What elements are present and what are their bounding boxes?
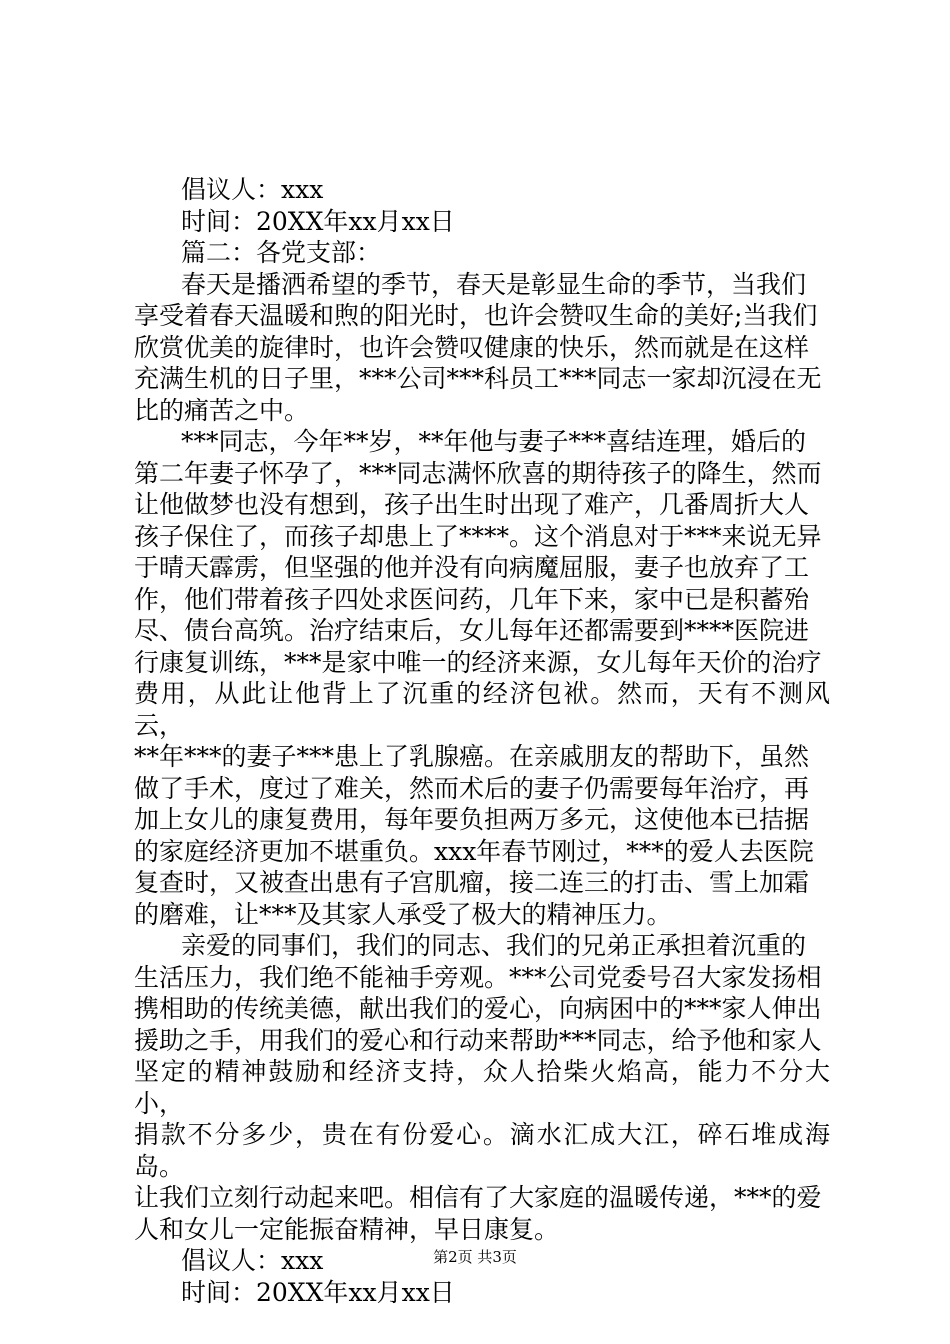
paragraph-2 bbox=[134, 426, 830, 930]
closing-date-line: 时间：20XX年xx月xx日 bbox=[181, 1277, 455, 1307]
paragraph-line: ***同志，今年**岁，**年他与妻子***喜结连理，婚后的 bbox=[181, 427, 807, 456]
paragraph-line: 孩子保住了，而孩子却患上了****。这个消息对于***来说无异 bbox=[134, 521, 822, 551]
paragraph-line: 享受着春天温暖和煦的阳光时，也许会赞叹生命的美好;当我们 bbox=[134, 301, 818, 330]
initiator-line: 倡议人：xxx bbox=[181, 175, 324, 204]
closing-initiator-line: 倡议人：xxx bbox=[181, 1246, 324, 1275]
paragraph-line: 亲爱的同事们，我们的同志、我们的兄弟正承担着沉重的 bbox=[181, 931, 807, 960]
paragraph-line: 复查时，又被查出患有子宫肌瘤，接二连三的打击、雪上加霜 bbox=[134, 868, 810, 897]
paragraph-line: 春天是播洒希望的季节，春天是彰显生命的季节，当我们 bbox=[181, 269, 807, 299]
paragraph-line: 捐款不分多少，贵在有份爱心。滴水汇成大江，碎石堆成海岛。 bbox=[134, 1120, 830, 1181]
paragraph-line: 的家庭经济更加不堪重负。xxx年春节刚过，***的爱人去医院 bbox=[134, 836, 814, 866]
paragraph-line: 费用，从此让他背上了沉重的经济包袱。然而，天有不测风云， bbox=[134, 679, 830, 740]
paragraph-line: 于晴天霹雳，但坚强的他并没有向病魔屈服，妻子也放弃了工 bbox=[134, 553, 810, 582]
paragraph-line: **年***的妻子***患上了乳腺癌。在亲戚朋友的帮助下，虽然 bbox=[134, 742, 810, 771]
paragraph-line: 比的痛苦之中。 bbox=[134, 395, 310, 425]
paragraph-line: 携相助的传统美德，献出我们的爱心，向病困中的***家人伸出 bbox=[134, 994, 822, 1023]
paragraph-1 bbox=[134, 269, 830, 427]
paragraph-line: 的磨难，让***及其家人承受了极大的精神压力。 bbox=[134, 899, 672, 929]
paragraph-line: 行康复训练，***是家中唯一的经济来源，女儿每年天价的治疗 bbox=[134, 647, 822, 677]
paragraph-line: 坚定的精神鼓励和经济支持，众人拾柴火焰高，能力不分大小， bbox=[134, 1057, 830, 1118]
paragraph-line: 充满生机的日子里，***公司***科员工***同志一家却沉浸在无 bbox=[134, 364, 822, 393]
paragraph-line: 生活压力，我们绝不能袖手旁观。***公司党委号召大家发扬相 bbox=[134, 962, 822, 992]
document-body bbox=[134, 174, 830, 1308]
paragraph-line: 作，他们带着孩子四处求医问药，几年下来，家中已是积蓄殆 bbox=[134, 584, 810, 614]
paragraph-line: 人和女儿一定能振奋精神，早日康复。 bbox=[134, 1214, 560, 1244]
paragraph-line: 加上女儿的康复费用，每年要负担两万多元，这使他本已拮据 bbox=[134, 805, 810, 834]
paragraph-line: 援助之手，用我们的爱心和行动来帮助***同志，给予他和家人 bbox=[134, 1025, 822, 1055]
section-heading: 篇二：各党支部： bbox=[181, 238, 382, 267]
paragraph-line: 欣赏优美的旋律时，也许会赞叹健康的快乐，然而就是在这样 bbox=[134, 332, 810, 362]
paragraph-3 bbox=[134, 930, 830, 1245]
date-line: 时间：20XX年xx月xx日 bbox=[181, 206, 455, 236]
paragraph-line: 尽、债台高筑。治疗结束后，女儿每年还都需要到****医院进 bbox=[134, 616, 810, 645]
page-number: 第2页 共3页 bbox=[433, 1248, 517, 1266]
paragraph-line: 让我们立刻行动起来吧。相信有了大家庭的温暖传递，***的爱 bbox=[134, 1183, 822, 1212]
paragraph-line: 做了手术，度过了难关，然而术后的妻子仍需要每年治疗，再 bbox=[134, 773, 810, 803]
paragraph-line: 第二年妻子怀孕了，***同志满怀欣喜的期待孩子的降生，然而 bbox=[134, 458, 822, 488]
paragraph-line: 让他做梦也没有想到，孩子出生时出现了难产，几番周折大人 bbox=[134, 490, 810, 519]
